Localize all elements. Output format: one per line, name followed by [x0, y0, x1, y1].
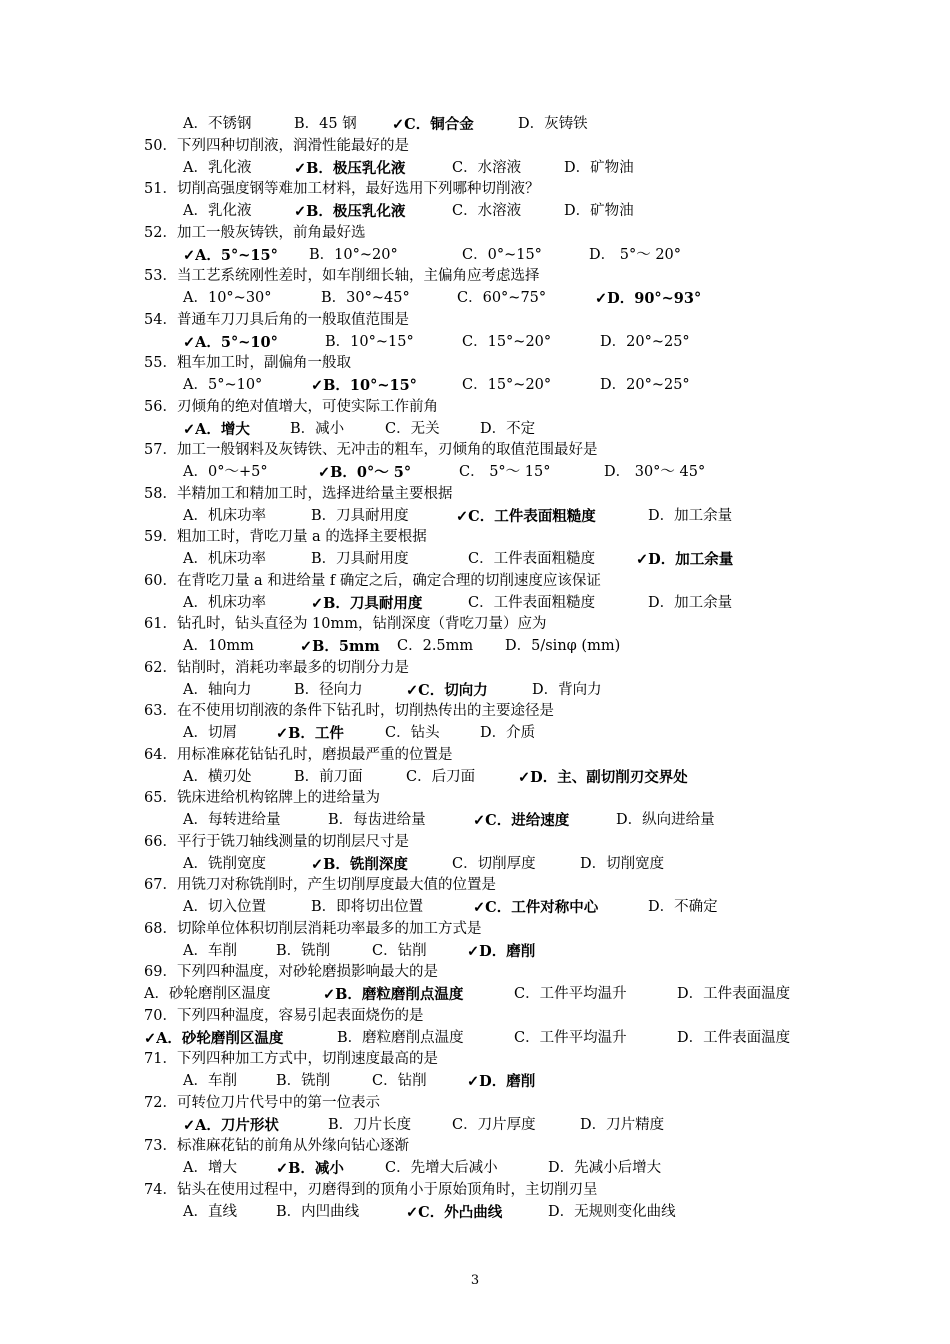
options-row [0, 767, 950, 789]
correct-option: ✓B．工件 [276, 725, 344, 742]
question-text: 58．半精加工和精加工时，选择进给量主要根据 [144, 485, 453, 502]
option: A．10°~30° [183, 290, 272, 306]
question-row [0, 484, 950, 506]
question-text: 61．钻孔时，钻头直径为 10mm，钻削深度（背吃刀量）应为 [144, 616, 547, 633]
options-row [0, 723, 950, 745]
option: D．不确定 [648, 899, 718, 915]
question-text: 66．平行于铣刀轴线测量的切削层尺寸是 [144, 833, 409, 850]
option: D．切削宽度 [580, 855, 665, 872]
options-row [0, 897, 950, 919]
correct-option: ✓B．5mm [300, 638, 380, 655]
option: B．磨粒磨削点温度 [337, 1029, 464, 1046]
option: C．无关 [385, 420, 440, 437]
page-number: 3 [470, 1273, 480, 1288]
options-row [0, 462, 950, 484]
correct-option: ✓A．砂轮磨削区温度 [144, 1029, 284, 1047]
question-row [0, 136, 950, 158]
question-row [0, 1180, 950, 1202]
option: D．先减小后增大 [548, 1160, 662, 1176]
option: C．水溶液 [452, 203, 522, 219]
option: A．0°～+5° [183, 464, 268, 480]
option: C．先增大后减小 [385, 1160, 498, 1176]
correct-option: ✓C．工件对称中心 [473, 899, 599, 916]
option: B．径向力 [294, 681, 363, 698]
question-text: 63．在不使用切削液的条件下钻孔时，切削热传出的主要途径是 [144, 703, 554, 720]
option: C．钻头 [385, 725, 440, 741]
question-row [0, 1093, 950, 1115]
option: A．5°~10° [183, 377, 263, 393]
option: C．钻削 [372, 1073, 427, 1089]
option: B．每齿进给量 [328, 812, 426, 828]
options-row [0, 288, 950, 310]
correct-option: ✓A．5°~10° [183, 333, 278, 351]
correct-option: ✓B．极压乳化液 [294, 159, 406, 177]
correct-option: ✓D．磨削 [467, 1073, 536, 1090]
option: D．刀片精度 [580, 1116, 665, 1133]
question-row [0, 440, 950, 462]
option: B．刀片长度 [328, 1116, 412, 1133]
options-row [0, 158, 950, 180]
option: D．工件表面温度 [677, 986, 791, 1002]
options-row [0, 1071, 950, 1093]
option: C．60°~75° [457, 290, 547, 306]
question-text: 71．下列四种加工方式中，切削速度最高的是 [144, 1051, 438, 1068]
options-row [0, 593, 950, 615]
correct-option: ✓C．外凸曲线 [406, 1203, 503, 1221]
option: D． 30°～ 45° [604, 464, 706, 480]
option: B．30°~45° [321, 290, 410, 306]
question-text: 51．切削高强度钢等难加工材料，最好选用下列哪种切削液？ [144, 181, 540, 198]
question-text: 52．加工一般灰铸铁，前角最好选 [144, 224, 366, 241]
correct-option: ✓B．0°～ 5° [318, 464, 412, 481]
question-row [0, 266, 950, 288]
correct-option: ✓C．工件表面粗糙度 [456, 507, 596, 525]
question-text: 60．在背吃刀量 a 和进给量 f 确定之后，确定合理的切削速度应该保证 [144, 572, 601, 589]
question-row [0, 1049, 950, 1071]
option: D．加工余量 [648, 507, 733, 524]
options-row [0, 1158, 950, 1180]
option: D．无规则变化曲线 [548, 1203, 676, 1220]
question-row [0, 832, 950, 854]
option: A．乳化液 [183, 203, 252, 219]
options-row [0, 114, 950, 136]
question-row [0, 788, 950, 810]
option: D．纵向进给量 [616, 812, 715, 828]
option: C．后刀面 [406, 768, 476, 785]
option: A．直线 [183, 1203, 237, 1220]
question-row [0, 353, 950, 375]
question-text: 68．切除单位体积切削层消耗功率最多的加工方式是 [144, 920, 482, 937]
question-row [0, 919, 950, 941]
option: A．横刃处 [183, 768, 252, 785]
option: B．铣削 [276, 1073, 331, 1089]
question-row [0, 658, 950, 680]
question-row [0, 179, 950, 201]
option: A．车削 [183, 942, 237, 959]
correct-option: ✓B．铣削深度 [311, 855, 408, 873]
option: C．15°~20° [462, 377, 552, 393]
options-row [0, 245, 950, 267]
correct-option: ✓B．减小 [276, 1160, 344, 1177]
question-row [0, 1136, 950, 1158]
correct-option: ✓B．磨粒磨削点温度 [323, 986, 464, 1003]
option: C．工件表面粗糙度 [468, 551, 596, 567]
option: C．0°~15° [462, 246, 542, 263]
options-row [0, 1202, 950, 1224]
question-list [0, 114, 950, 1223]
question-text: 62．钻削时，消耗功率最多的切削分力是 [144, 659, 409, 676]
options-row [0, 419, 950, 441]
option: B．铣削 [276, 942, 331, 959]
option: D．加工余量 [648, 594, 733, 611]
question-row [0, 527, 950, 549]
option: D．20°~25° [600, 333, 690, 350]
question-text: 55．粗车加工时，副偏角一般取 [144, 355, 351, 372]
option: A．增大 [183, 1160, 237, 1176]
question-text: 64．用标准麻花钻钻孔时，磨损最严重的位置是 [144, 746, 453, 763]
correct-option: ✓D．90°~93° [595, 290, 702, 307]
option: B．10°~20° [309, 246, 398, 263]
question-row [0, 962, 950, 984]
question-row [0, 875, 950, 897]
question-text: 54．普通车刀刀具后角的一般取值范围是 [144, 311, 409, 328]
option: A．机床功率 [183, 507, 266, 524]
options-row [0, 636, 950, 658]
option: C．切削厚度 [452, 855, 536, 872]
question-row [0, 701, 950, 723]
question-row [0, 614, 950, 636]
question-text: 69．下列四种温度，对砂轮磨损影响最大的是 [144, 964, 438, 981]
correct-option: ✓D．磨削 [467, 942, 536, 960]
option: A．轴向力 [183, 681, 252, 698]
correct-option: ✓C．切向力 [406, 681, 488, 699]
correct-option: ✓D．加工余量 [636, 551, 734, 568]
question-text: 56．刃倾角的绝对值增大，可使实际工作前角 [144, 398, 438, 415]
option: A．车削 [183, 1073, 237, 1089]
correct-option: ✓B．10°~15° [311, 377, 417, 394]
option: D． 5°～ 20° [589, 246, 682, 263]
option: A．铣削宽度 [183, 855, 266, 872]
option: D．背向力 [532, 681, 602, 698]
question-row [0, 223, 950, 245]
option: C．15°~20° [462, 333, 552, 350]
option: C．2.5mm [397, 638, 474, 654]
options-row [0, 854, 950, 876]
question-row [0, 1006, 950, 1028]
option: C．水溶液 [452, 159, 522, 176]
option: A．切屑 [183, 725, 237, 741]
option: D．5/sinφ (mm) [505, 638, 621, 654]
option: C．工件表面粗糙度 [468, 594, 596, 611]
option: A．机床功率 [183, 594, 266, 611]
question-text: 57．加工一般钢料及灰铸铁、无冲击的粗车，刃倾角的取值范围最好是 [144, 442, 598, 459]
option: A．切入位置 [183, 899, 266, 915]
correct-option: ✓B．刀具耐用度 [311, 594, 423, 612]
options-row [0, 332, 950, 354]
option: D．工件表面温度 [677, 1029, 791, 1046]
option: A．机床功率 [183, 551, 266, 567]
option: C．刀片厚度 [452, 1116, 536, 1133]
correct-option: ✓A．增大 [183, 420, 250, 438]
question-text: 70．下列四种温度，容易引起表面烧伤的是 [144, 1007, 424, 1024]
options-row [0, 201, 950, 223]
question-text: 72．可转位刀片代号中的第一位表示 [144, 1094, 380, 1111]
option: C．工件平均温升 [514, 1029, 627, 1046]
question-text: 59．粗加工时，背吃刀量 a 的选择主要根据 [144, 529, 427, 546]
option: B．内凹曲线 [276, 1203, 360, 1220]
options-row [0, 680, 950, 702]
options-row [0, 375, 950, 397]
option: A．每转进给量 [183, 812, 281, 828]
option: A．10mm [183, 638, 254, 654]
options-row [0, 549, 950, 571]
options-row [0, 810, 950, 832]
option: B．刀具耐用度 [311, 507, 409, 524]
option: B．减小 [290, 420, 345, 437]
option: B．前刀面 [294, 768, 363, 785]
option: B．45 钢 [294, 116, 357, 132]
question-row [0, 745, 950, 767]
options-row [0, 506, 950, 528]
option: D．介质 [480, 725, 536, 741]
correct-option: ✓D．主、副切削刃交界处 [518, 768, 688, 786]
correct-option: ✓C．铜合金 [392, 116, 474, 133]
option: B．10°~15° [325, 333, 414, 350]
correct-option: ✓B．极压乳化液 [294, 203, 406, 220]
options-row [0, 984, 950, 1006]
question-text: 67．用铣刀对称铣削时，产生切削厚度最大值的位置是 [144, 877, 496, 894]
option: A．砂轮磨削区温度 [144, 986, 271, 1002]
option: B．刀具耐用度 [311, 551, 409, 567]
correct-option: ✓C．进给速度 [473, 812, 570, 829]
question-text: 74．钻头在使用过程中，刃磨得到的顶角小于原始顶角时，主切削刃呈 [144, 1181, 598, 1198]
question-row [0, 571, 950, 593]
question-text: 53．当工艺系统刚性差时，如车削细长轴，主偏角应考虑选择 [144, 268, 540, 285]
options-row [0, 1028, 950, 1050]
option: B．即将切出位置 [311, 899, 424, 915]
correct-option: ✓A．5°~15° [183, 246, 278, 264]
correct-option: ✓A．刀片形状 [183, 1116, 279, 1134]
question-text: 65．铣床进给机构铭牌上的进给量为 [144, 790, 380, 807]
option: C． 5°～ 15° [459, 464, 551, 480]
option: D．20°~25° [600, 377, 690, 393]
question-text: 73．标准麻花钻的前角从外缘向钻心逐渐 [144, 1138, 409, 1155]
option: D．灰铸铁 [518, 116, 588, 132]
question-row [0, 397, 950, 419]
option: A．乳化液 [183, 159, 252, 176]
option: A．不锈钢 [183, 116, 252, 132]
question-text: 50．下列四种切削液，润滑性能最好的是 [144, 137, 409, 154]
options-row [0, 1115, 950, 1137]
option: C．钻削 [372, 942, 427, 959]
options-row [0, 941, 950, 963]
question-row [0, 310, 950, 332]
option: D．矿物油 [564, 159, 634, 176]
option: D．矿物油 [564, 203, 634, 219]
option: D．不定 [480, 420, 536, 437]
option: C．工件平均温升 [514, 986, 627, 1002]
